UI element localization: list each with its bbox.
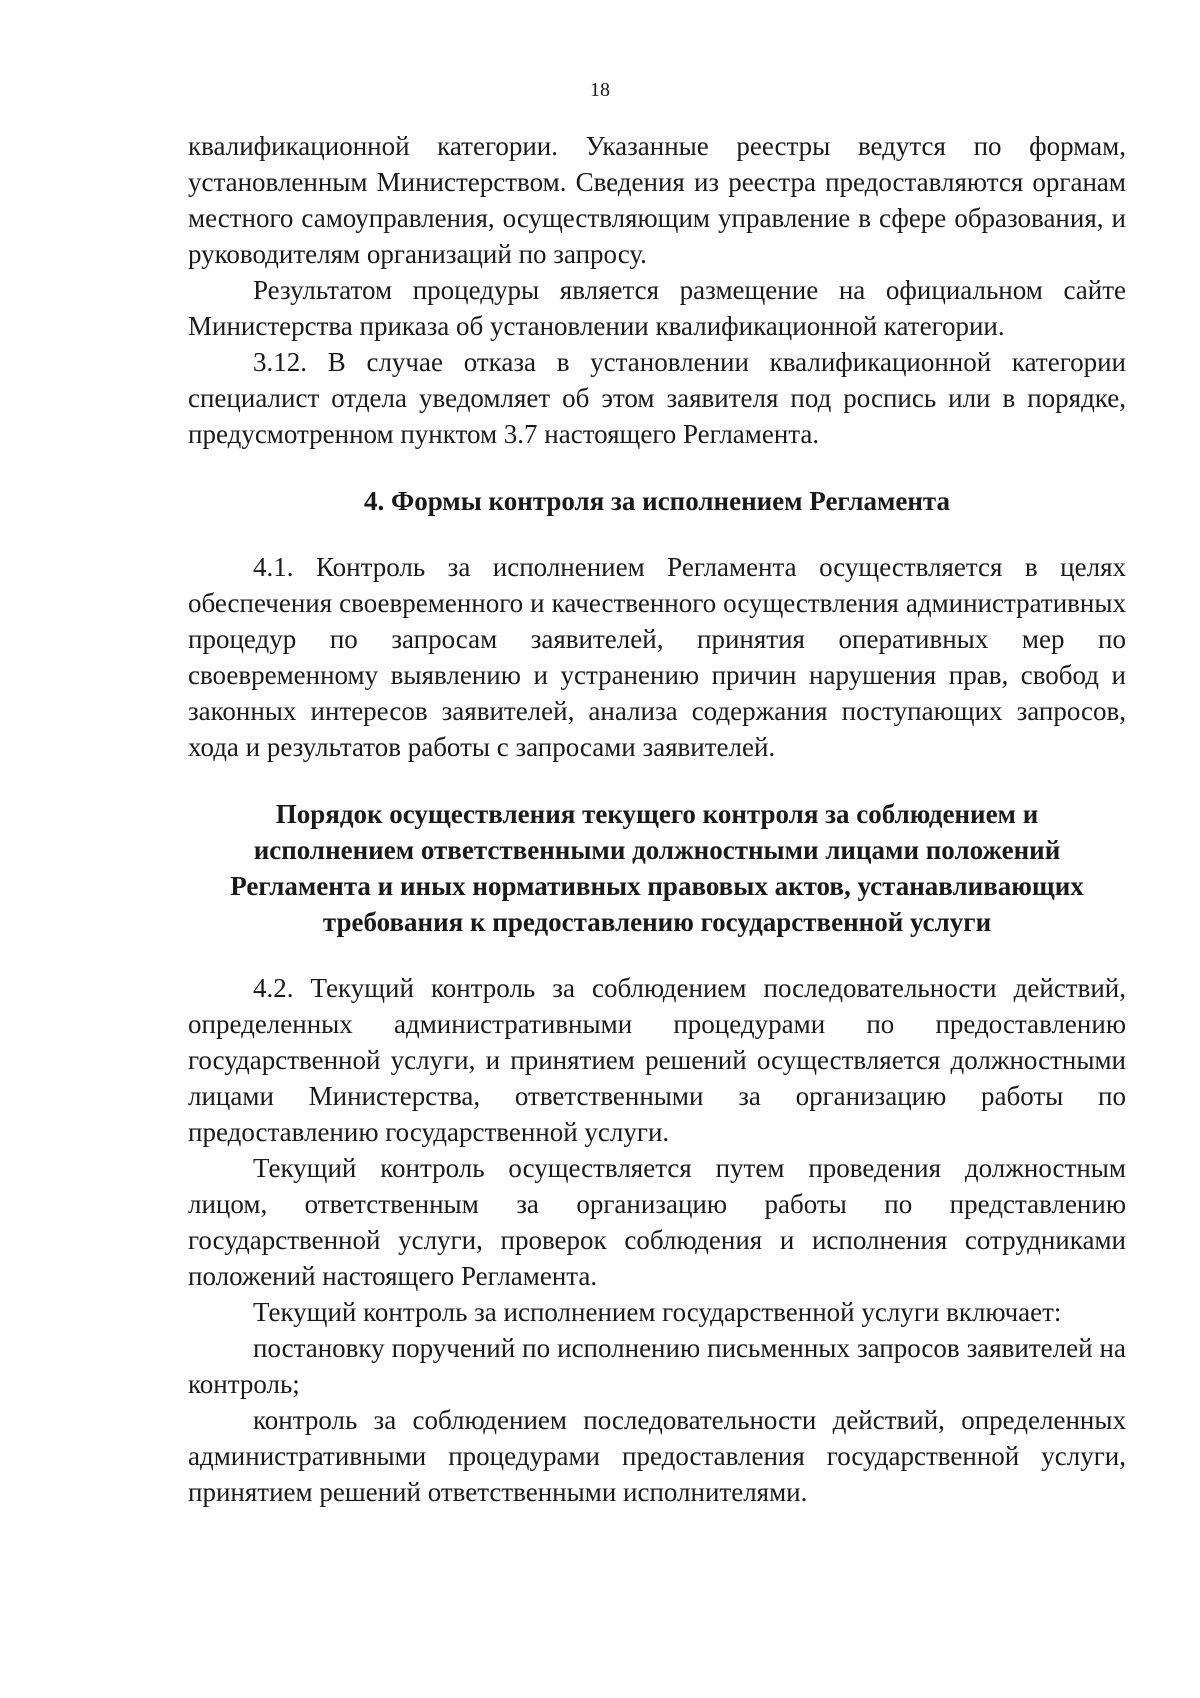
subsection-heading-line-2: исполнением ответственными должностными лицами положений (253, 835, 1061, 865)
paragraph-procedure-result: Результатом процедуры является размещение на официальном сайте Министерства приказа об установлении квалификационной категории. (188, 275, 1126, 341)
subsection-heading-line-1: Порядок осуществления текущего контроля за соблюдением и (275, 799, 1039, 829)
subsection-heading-line-3: Регламента и иных нормативных правовых актов, устанавливающих (230, 871, 1084, 901)
list-item-sequence-control: контроль за соблюдением последовательности действий, определенных административными процедурами предоставления государственной услуги, принятием решений ответственными исполнителями. (188, 1405, 1126, 1507)
paragraph-4-2: 4.2. Текущий контроль за соблюдением последовательности действий, определенных административными процедурами по предоставлению государственной услуги, и принятием решений осуществляется должностными лицами Министерства, ответственными за организацию работы по предоставлению государственной услуги. (188, 973, 1126, 1147)
paragraph-4-1: 4.1. Контроль за исполнением Регламента осуществляется в целях обеспечения своевременного и качественного осуществления административных процедур по запросам заявителей, принятия оперативных мер по своевременному выявлению и устранению причин нарушения прав, свобод и законных интересов заявителей, анализа содержания поступающих запросов, хода и результатов работы с запросами заявителей. (188, 552, 1126, 762)
document-body (188, 128, 1126, 1510)
subsection-heading (188, 796, 1126, 940)
page-number: 18 (590, 79, 610, 101)
paragraph-3-12: 3.12. В случае отказа в установлении квалификационной категории специалист отдела уведомляет об этом заявителя под роспись или в порядке, предусмотренном пунктом 3.7 настоящего Регламента. (188, 347, 1126, 449)
paragraph-current-control: Текущий контроль осуществляется путем проведения должностным лицом, ответственным за организацию работы по представлению государственной услуги, проверок соблюдения и исполнения сотрудниками положений настоящего Регламента. (188, 1153, 1126, 1291)
paragraph-registry-continuation: квалификационной категории. Указанные реестры ведутся по формам, установленным Министерством. Сведения из реестра предоставляются органам местного самоуправления, осуществляющим управление в сфере образования, и руководителям организаций по запросу. (188, 131, 1126, 269)
subsection-heading-line-4: требования к предоставлению государственной услуги (322, 907, 992, 937)
section-4-heading: 4. Формы контроля за исполнением Регламента (364, 486, 950, 516)
paragraph-control-includes: Текущий контроль за исполнением государственной услуги включает: (253, 1297, 1062, 1327)
list-item-assignments: постановку поручений по исполнению письменных запросов заявителей на контроль; (188, 1333, 1126, 1399)
